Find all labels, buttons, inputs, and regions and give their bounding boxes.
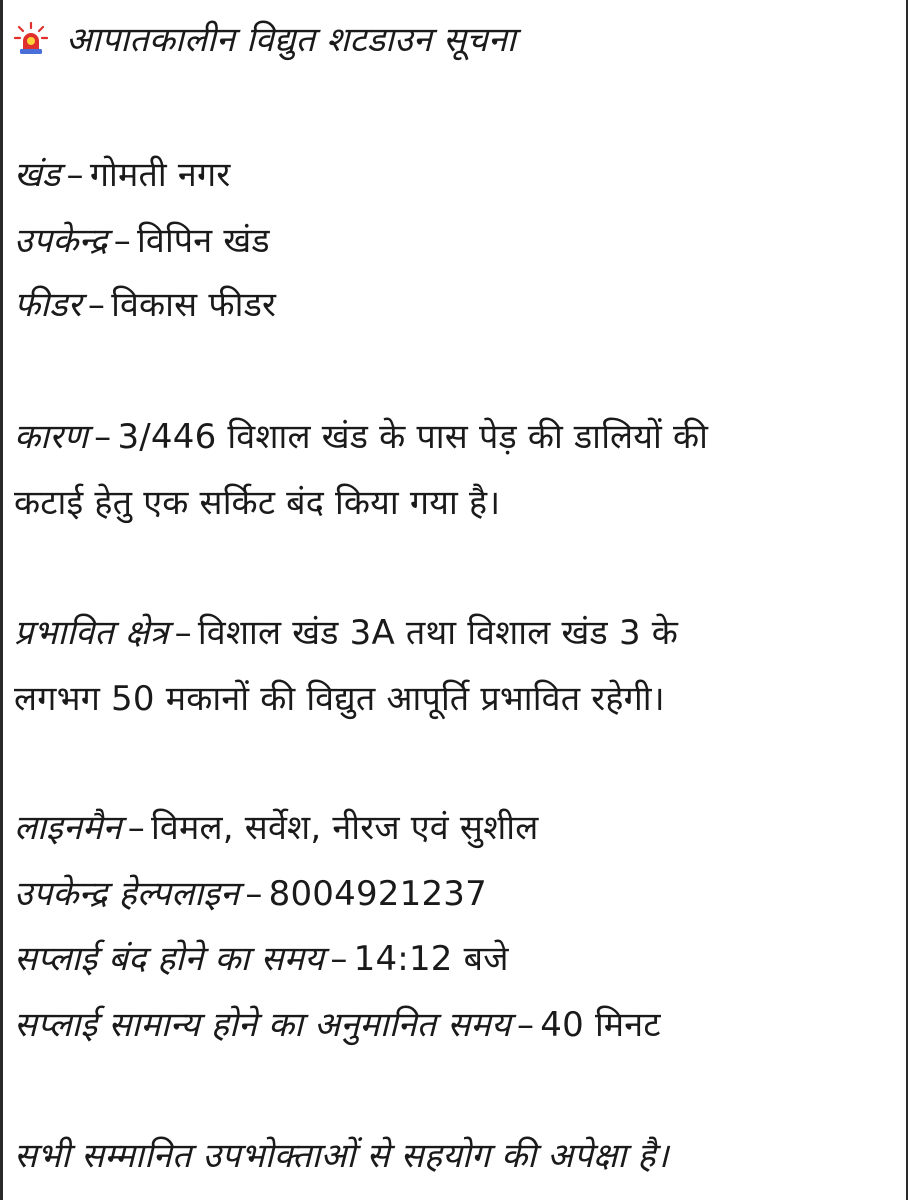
restore-time-label: सप्लाई सामान्य होने का अनुमानित समय <box>14 1005 511 1045</box>
separator: – <box>330 939 348 979</box>
helpline-label: उपकेन्द्र हेल्पलाइन <box>14 874 240 914</box>
shutdown-time-label: सप्लाई बंद होने का समय <box>14 939 325 979</box>
restore-time-value: 40 मिनट <box>540 1005 661 1045</box>
division-label: खंड <box>14 155 61 195</box>
separator: – <box>87 285 106 325</box>
notice-title: आपातकालीन विद्युत शटडाउन सूचना <box>66 20 516 60</box>
separator: – <box>174 613 192 653</box>
feeder-row <box>14 283 276 327</box>
reason-line-2: कटाई हेतु एक सर्किट बंद किया गया है। <box>14 483 501 523</box>
separator: – <box>516 1005 535 1045</box>
lineman-label: लाइनमैन <box>14 808 122 848</box>
substation-value: विपिन खंड <box>137 221 270 261</box>
substation-row <box>14 219 270 263</box>
affected-label: प्रभावित क्षेत्र <box>14 613 169 653</box>
restore-time-row <box>14 1003 661 1047</box>
reason-row-cont <box>14 481 500 525</box>
shutdown-time-row <box>14 937 509 981</box>
shutdown-time-value: 14:12 बजे <box>353 939 509 979</box>
feeder-label: फीडर <box>14 285 82 325</box>
affected-row-cont <box>14 677 665 721</box>
separator: – <box>94 417 112 457</box>
substation-label: उपकेन्द्र <box>14 221 108 261</box>
reason-label: कारण <box>14 417 89 457</box>
lineman-row <box>14 806 538 850</box>
appeal-row <box>14 1134 669 1178</box>
reason-row <box>14 415 708 459</box>
separator: – <box>66 155 84 195</box>
separator: – <box>113 221 131 261</box>
affected-line-1: विशाल खंड 3A तथा विशाल खंड 3 के <box>197 613 679 653</box>
helpline-row <box>14 872 487 916</box>
affected-row <box>14 611 678 655</box>
separator: – <box>127 808 145 848</box>
separator: – <box>245 874 263 914</box>
affected-line-2: लगभग 50 मकानों की विद्युत आपूर्ति प्रभावित रहेगी। <box>14 679 665 719</box>
reason-line-1: 3/446 विशाल खंड के पास पेड़ की डालियों की <box>117 417 709 457</box>
division-row <box>14 153 230 197</box>
siren-icon <box>14 22 48 56</box>
division-value: गोमती नगर <box>89 155 231 195</box>
notice-title-row <box>14 18 516 62</box>
appeal-text: सभी सम्मानित उपभोक्ताओं से सहयोग की अपेक्षा है। <box>14 1136 669 1176</box>
helpline-number[interactable]: 8004921237 <box>268 874 487 914</box>
lineman-value: विमल, सर्वेश, नीरज एवं सुशील <box>151 808 539 848</box>
feeder-value: विकास फीडर <box>111 285 277 325</box>
